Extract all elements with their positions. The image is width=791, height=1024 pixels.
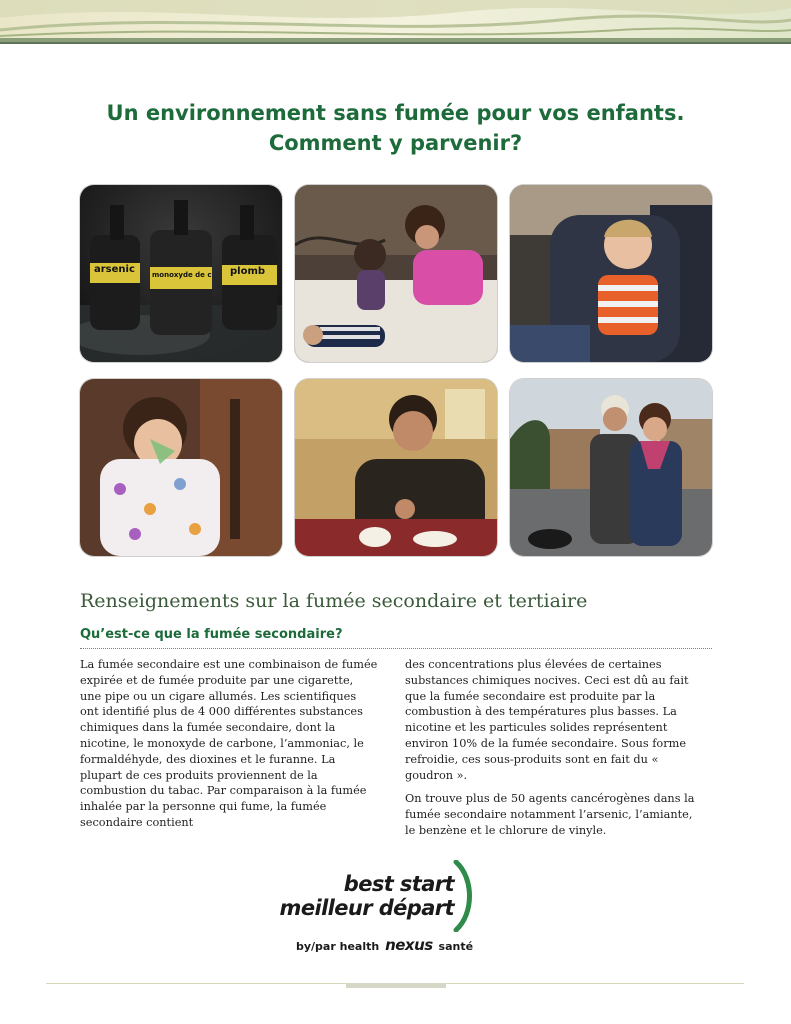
- bottles-photo: [80, 185, 282, 362]
- bottle-label-1: arsenic: [94, 264, 135, 275]
- child-inhaler-photo: [80, 379, 282, 556]
- page-title: [60, 98, 731, 158]
- logo-arc-icon: [452, 860, 476, 932]
- title-line-2: Comment y parvenir?: [268, 131, 523, 155]
- dotted-divider: [80, 648, 712, 649]
- footer-tab: [346, 983, 446, 988]
- sub-title: Qu’est-ce que la fumée secondaire?: [80, 627, 343, 642]
- byline: [296, 936, 473, 954]
- byline-health: health: [339, 940, 380, 953]
- bottle-label-3: plomb: [230, 266, 266, 277]
- body-paragraph: La fumée secondaire est une combinaison de fumée expirée et de fumée produite par une cigarette, une pipe ou un cigare allumés. Les scientifiques ont identifié plus de 4 000 différentes substances chimiques dans la fumée secondaire, dont la nicotine, le monoxyde de carbone, l’ammoniac, le formaldéhyde, des dioxines et le furanne. La plupart de ces produits proviennent de la combustion du tabac. Par comparaison à la fumée inhalée par la personne qui fume, la fumée secondaire contient: [80, 658, 378, 829]
- body-paragraph: des concentrations plus élevées de certaines substances chimiques nocives. Ceci est dû au fait que la fumée secondaire est produite par la combustion à des températures plus basses. La nicotine et les particules solides représentent environ 10% de la fumée secondaire. Sous forme refroidie, ces sous-produits sont en fait du « goudron ».: [405, 658, 689, 782]
- bottle-label-2: monoxyde de c: [152, 271, 212, 279]
- photo-grid: [80, 185, 712, 556]
- section-title: Renseignements sur la fumée secondaire et tertiaire: [80, 590, 588, 612]
- couple-outdoors-photo: [510, 379, 712, 556]
- child-carseat-photo: [510, 185, 712, 362]
- top-banner: [0, 0, 791, 46]
- man-table-photo: [295, 379, 497, 556]
- body-column-left: [80, 657, 378, 839]
- logo-line-1: best start: [343, 872, 454, 896]
- byline-by: by/par: [296, 940, 336, 953]
- nexus-logo-text: nexus: [385, 936, 433, 954]
- body-column-right: [405, 657, 703, 847]
- byline-sante: santé: [438, 940, 474, 953]
- title-line-1: Un environnement sans fumée pour vos enfants.: [106, 101, 685, 125]
- body-paragraph: On trouve plus de 50 agents cancérogènes dans la fumée secondaire notamment l’arsenic, l’amiante, le benzène et le chlorure de vinyle.: [405, 792, 695, 837]
- logo-line-2: meilleur départ: [279, 896, 454, 920]
- family-bed-photo: [295, 185, 497, 362]
